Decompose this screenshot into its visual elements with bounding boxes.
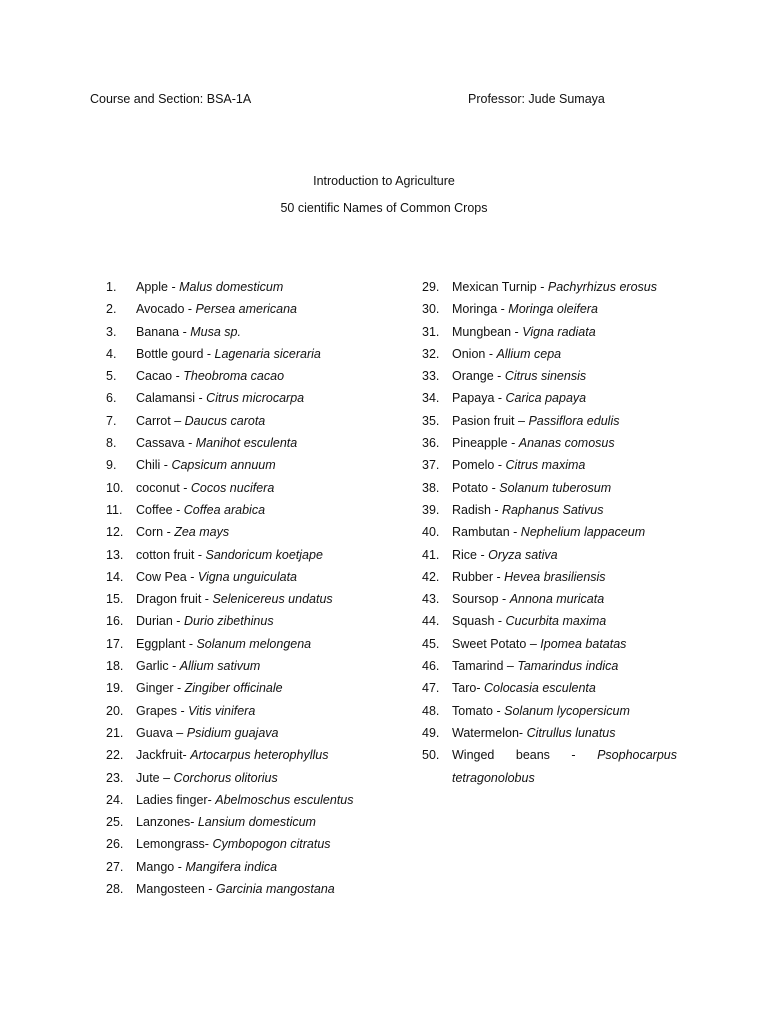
list-item: 37. Pomelo - Citrus maxima	[422, 458, 586, 473]
list-item: 34. Papaya - Carica papaya	[422, 391, 587, 406]
list-item: 19. Ginger - Zingiber officinale	[106, 681, 283, 696]
list-item: 12. Corn - Zea mays	[106, 525, 230, 540]
list-item: 5. Cacao - Theobroma cacao	[106, 369, 285, 384]
list-item: 42. Rubber - Hevea brasiliensis	[422, 569, 606, 584]
list-item: 29. Mexican Turnip - Pachyrhizus erosus	[422, 280, 657, 294]
list-item: 27. Mango - Mangifera indica	[106, 859, 278, 874]
list-item: 11. Coffee - Coffea arabica	[106, 502, 266, 517]
document-subtitle: 50 cientific Names of Common Crops	[280, 201, 488, 215]
list-item: 39. Radish - Raphanus Sativus	[422, 502, 604, 517]
list-item: 46. Tamarind – Tamarindus indica	[422, 659, 619, 674]
list-item: 20. Grapes - Vitis vinifera	[106, 703, 256, 718]
list-item: 9. Chili - Capsicum annuum	[106, 458, 276, 473]
item-50-text: Winged beans - Psophocarpus	[452, 748, 677, 763]
list-item: 8. Cassava - Manihot esculenta	[106, 436, 298, 451]
list-item: 10. coconut - Cocos nucifera	[106, 480, 275, 495]
professor-name: Professor: Jude Sumaya	[468, 92, 605, 106]
list-item: 30. Moringa - Moringa oleifera	[422, 302, 598, 317]
list-item: 15. Dragon fruit - Selenicereus undatus	[106, 592, 333, 607]
list-item: 26. Lemongrass- Cymbopogon citratus	[106, 837, 331, 852]
list-item: 1. Apple - Malus domesticum	[106, 280, 284, 294]
list-item: 32. Onion - Allium cepa	[422, 346, 562, 361]
list-right-column	[422, 278, 678, 791]
list-item: 3. Banana - Musa sp.	[106, 324, 241, 339]
list-left-column	[106, 278, 396, 902]
list-item: 6. Calamansi - Citrus microcarpa	[106, 391, 305, 406]
list-item: 14. Cow Pea - Vigna unguiculata	[106, 569, 298, 584]
list-item: 35. Pasion fruit – Passiflora edulis	[422, 413, 620, 428]
list-item: 43. Soursop - Annona muricata	[422, 592, 605, 607]
list-item: 36. Pineapple - Ananas comosus	[422, 436, 615, 451]
list-item: 18. Garlic - Allium sativum	[106, 659, 261, 674]
list-item: 24. Ladies finger- Abelmoschus esculentus	[106, 792, 354, 807]
list-item: 17. Eggplant - Solanum melongena	[106, 636, 312, 651]
list-item: 22. Jackfruit- Artocarpus heterophyllus	[106, 748, 329, 763]
list-item: 2. Avocado - Persea americana	[106, 302, 297, 317]
list-item: 38. Potato - Solanum tuberosum	[422, 480, 612, 495]
list-item: 45. Sweet Potato – Ipomea batatas	[422, 636, 627, 651]
list-item: 25. Lanzones- Lansium domesticum	[106, 815, 316, 830]
list-item: 21. Guava – Psidium guajava	[106, 725, 279, 740]
course-section: Course and Section: BSA-1A	[90, 92, 252, 106]
list-item: 47. Taro- Colocasia esculenta	[422, 681, 596, 696]
list-item: 16. Durian - Durio zibethinus	[106, 614, 274, 629]
list-item: 40. Rambutan - Nephelium lappaceum	[422, 525, 646, 540]
list-item: 28. Mangosteen - Garcinia mangostana	[106, 882, 335, 897]
item-50-continuation: tetragonolobus	[452, 770, 535, 785]
list-item: 48. Tomato - Solanum lycopersicum	[422, 703, 630, 718]
list-item: 13. cotton fruit - Sandoricum koetjape	[106, 547, 323, 562]
list-item: 23. Jute – Corchorus olitorius	[106, 770, 278, 785]
list-item: 41. Rice - Oryza sativa	[422, 547, 558, 562]
document-title: Introduction to Agriculture	[313, 174, 455, 188]
list-item: 33. Orange - Citrus sinensis	[422, 369, 587, 384]
list-item: 31. Mungbean - Vigna radiata	[422, 324, 596, 339]
list-item: 4. Bottle gourd - Lagenaria siceraria	[106, 346, 321, 361]
list-item: 44. Squash - Cucurbita maxima	[422, 614, 607, 629]
list-item: 49. Watermelon- Citrullus lunatus	[422, 725, 616, 740]
list-item-50: 50. Winged beans - Psophocarpus	[422, 746, 678, 768]
list-item: 7. Carrot – Daucus carota	[106, 413, 266, 428]
